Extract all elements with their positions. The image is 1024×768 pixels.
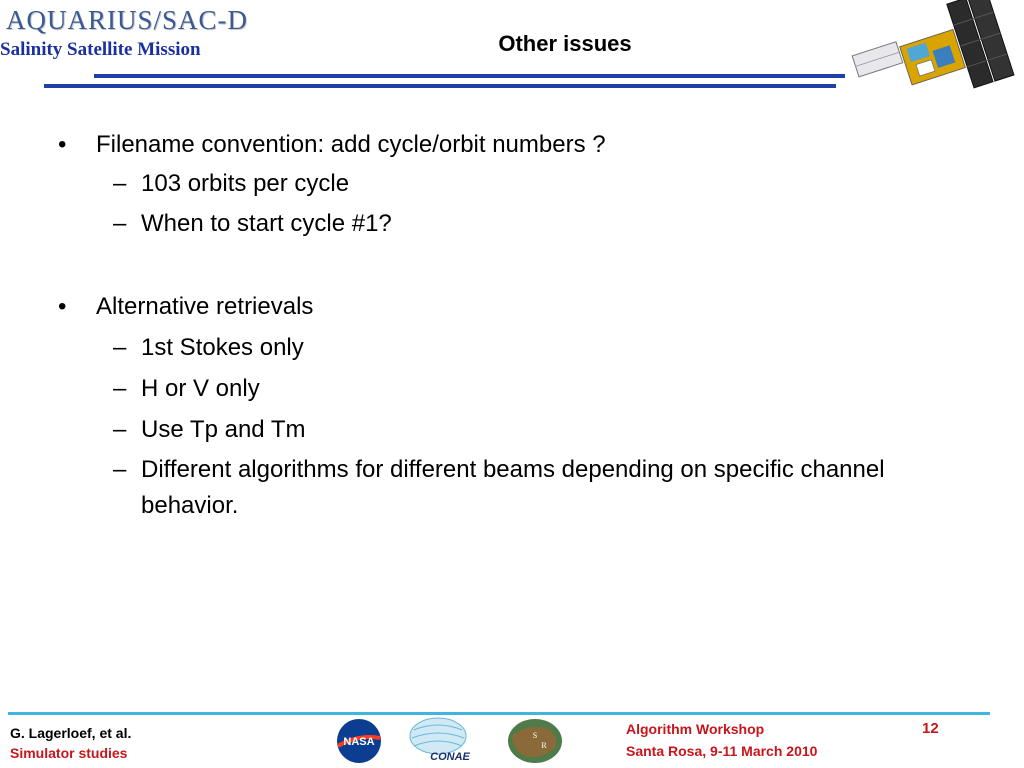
sub-item-text: 103 orbits per cycle (141, 170, 350, 197)
header-rule-upper (94, 74, 845, 78)
sub-item (113, 206, 941, 242)
bullet-icon: • (58, 131, 67, 158)
nasa-logo (334, 716, 384, 766)
dash-icon: – (113, 170, 127, 197)
dash-icon: – (113, 416, 127, 443)
svg-text:CONAE: CONAE (430, 751, 470, 763)
dash-icon: – (113, 210, 127, 237)
sub-item-text: 1st Stokes only (141, 334, 304, 361)
sub-item (113, 452, 931, 524)
bullet-item-2 (58, 292, 314, 322)
bullet-text: Alternative retrievals (96, 293, 314, 320)
footer-topic: Simulator studies (10, 745, 128, 761)
dash-icon: – (113, 456, 127, 483)
footer-author: G. Lagerloef, et al. (10, 725, 132, 741)
conae-logo (404, 716, 474, 766)
mission-subtitle: Salinity Satellite Mission (0, 39, 201, 60)
sub-item (113, 166, 941, 202)
page-number: 12 (922, 720, 939, 737)
footer-rule (8, 712, 990, 715)
sub-item (113, 371, 941, 407)
bullet-item-1 (58, 130, 606, 160)
svg-text:R: R (541, 741, 547, 750)
asi-logo (506, 716, 564, 766)
dash-icon: – (113, 375, 127, 402)
sub-item-text: When to start cycle #1? (141, 210, 392, 237)
sub-item-text: Use Tp and Tm (141, 416, 306, 443)
sub-item (113, 330, 941, 366)
footer-event: Algorithm Workshop (626, 721, 765, 737)
aquarius-logo-wordmark: AQUARIUS/SAC-D (6, 5, 249, 35)
svg-text:S: S (532, 731, 538, 740)
sub-item-text: Different algorithms for different beams depending on specific channel behavior. (141, 456, 885, 519)
sub-item-text: H or V only (141, 375, 260, 402)
satellite-illustration (848, 0, 1024, 110)
bullet-text: Filename convention: add cycle/orbit numbers ? (96, 131, 606, 158)
sub-item (113, 412, 941, 448)
dash-icon: – (113, 334, 127, 361)
footer-place: Santa Rosa, 9-11 March 2010 (626, 743, 818, 759)
svg-text:NASA: NASA (343, 736, 375, 748)
bullet-icon: • (58, 293, 67, 320)
header-rule-lower (44, 84, 836, 88)
slide-title: Other issues (498, 31, 632, 56)
